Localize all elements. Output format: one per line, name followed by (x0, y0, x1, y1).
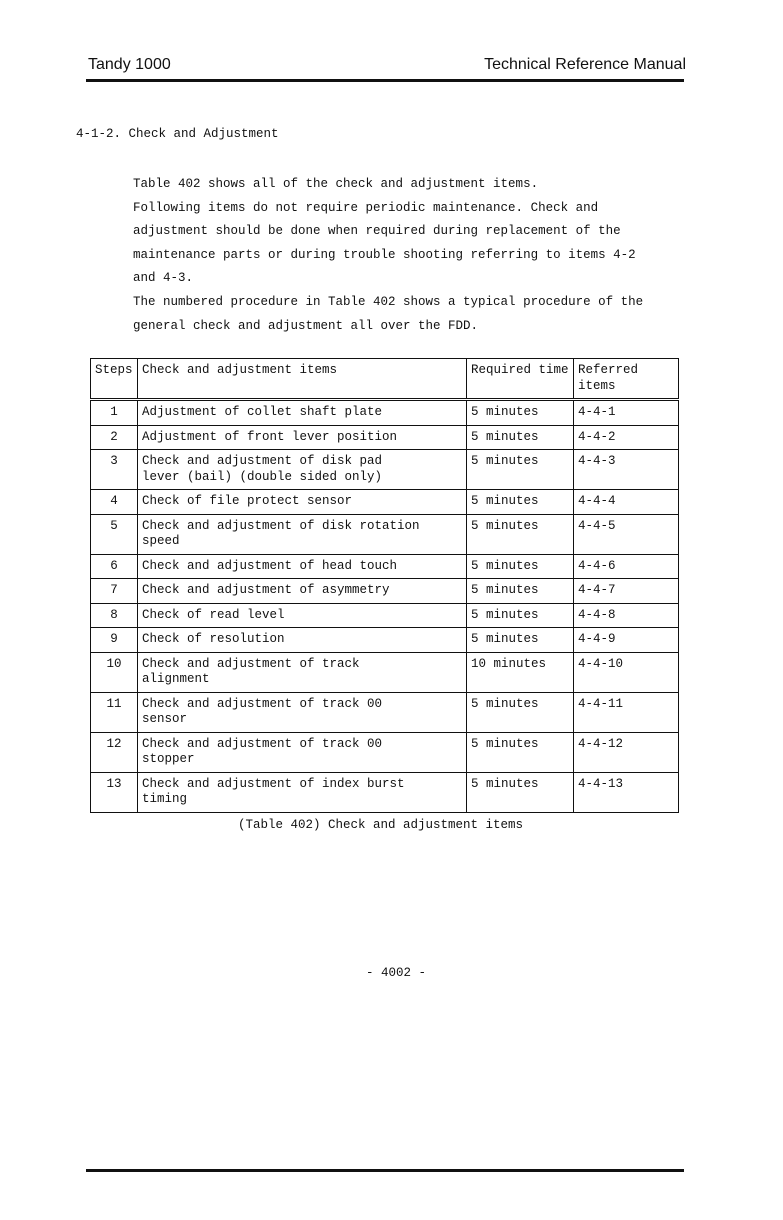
required-time: 5 minutes (467, 692, 574, 732)
intro-paragraph (133, 173, 678, 338)
referred-item: 4-4-3 (574, 450, 679, 490)
required-time: 5 minutes (467, 554, 574, 579)
item-line: Check of file protect sensor (142, 494, 353, 508)
check-adjustment-table (90, 358, 679, 813)
paragraph-line: adjustment should be done when required during replacement of the (133, 224, 621, 239)
table-row (91, 400, 679, 426)
item-description (138, 772, 467, 812)
paragraph-line: maintenance parts or during trouble shooting referring to items 4-2 (133, 247, 636, 262)
item-description (138, 579, 467, 604)
table-row (91, 692, 679, 732)
item-line: alignment (142, 672, 210, 686)
table-row (91, 628, 679, 653)
item-line: Adjustment of front lever position (142, 429, 398, 444)
paragraph-line: The numbered procedure in Table 402 shows a typical procedure of the (133, 294, 644, 309)
referred-item: 4-4-7 (574, 579, 679, 604)
item-line: Check and adjustment of track 00 (142, 736, 383, 751)
item-description (138, 692, 467, 732)
item-description (138, 490, 467, 515)
referred-item: 4-4-2 (574, 425, 679, 450)
table-row (91, 603, 679, 628)
referred-item: 4-4-10 (574, 652, 679, 692)
table-row (91, 652, 679, 692)
item-line: Check and adjustment of disk rotation (142, 518, 420, 533)
page-number: - 4002 - (366, 966, 427, 980)
item-description (138, 425, 467, 450)
item-line: Adjustment of collet shaft plate (142, 405, 383, 419)
column-header-items: Check and adjustment items (138, 359, 467, 400)
table-row (91, 514, 679, 554)
header-title-left: Tandy 1000 (88, 56, 171, 73)
required-time: 5 minutes (467, 732, 574, 772)
item-line: Check of resolution (142, 632, 285, 646)
column-header-steps: Steps (91, 359, 138, 400)
step-number: 11 (91, 692, 138, 732)
table-row (91, 554, 679, 579)
table-row (91, 579, 679, 604)
step-number: 7 (91, 579, 138, 604)
item-line: Check and adjustment of track (142, 656, 360, 671)
header-rule (86, 79, 684, 82)
referred-item: 4-4-1 (574, 400, 679, 426)
item-description (138, 628, 467, 653)
step-number: 2 (91, 425, 138, 450)
step-number: 13 (91, 772, 138, 812)
paragraph-line: Table 402 shows all of the check and adjustment items. (133, 177, 539, 191)
table-row (91, 772, 679, 812)
required-time: 5 minutes (467, 772, 574, 812)
step-number: 6 (91, 554, 138, 579)
table-header-row (91, 359, 679, 400)
item-line: timing (142, 792, 188, 806)
referred-item: 4-4-9 (574, 628, 679, 653)
referred-item: 4-4-5 (574, 514, 679, 554)
referred-item: 4-4-6 (574, 554, 679, 579)
item-line: Check of read level (142, 607, 285, 622)
item-description (138, 603, 467, 628)
step-number: 4 (91, 490, 138, 515)
item-line: sensor (142, 712, 188, 726)
required-time: 5 minutes (467, 514, 574, 554)
item-description (138, 400, 467, 426)
step-number: 9 (91, 628, 138, 653)
step-number: 1 (91, 400, 138, 426)
item-line: lever (bail) (double sided only) (142, 469, 383, 484)
column-header-time: Required time (467, 359, 574, 400)
referred-item: 4-4-13 (574, 772, 679, 812)
item-line: Check and adjustment of track 00 (142, 696, 383, 711)
item-line: Check and adjustment of disk pad (142, 454, 383, 468)
required-time: 10 minutes (467, 652, 574, 692)
item-description (138, 554, 467, 579)
item-line: Check and adjustment of head touch (142, 558, 398, 573)
required-time: 5 minutes (467, 450, 574, 490)
required-time: 5 minutes (467, 603, 574, 628)
step-number: 10 (91, 652, 138, 692)
table-body (91, 400, 679, 813)
item-description (138, 732, 467, 772)
table-row (91, 490, 679, 515)
step-number: 12 (91, 732, 138, 772)
required-time: 5 minutes (467, 628, 574, 653)
paragraph-line: Following items do not require periodic maintenance. Check and (133, 200, 599, 215)
referred-item: 4-4-4 (574, 490, 679, 515)
item-description (138, 652, 467, 692)
column-header-referred: Referred items (574, 359, 679, 400)
item-description (138, 450, 467, 490)
item-line: Check and adjustment of index burst (142, 776, 405, 791)
step-number: 5 (91, 514, 138, 554)
required-time: 5 minutes (467, 579, 574, 604)
item-line: Check and adjustment of asymmetry (142, 583, 390, 597)
paragraph-line: general check and adjustment all over the FDD. (133, 318, 479, 333)
table-row (91, 450, 679, 490)
header-title-right: Technical Reference Manual (484, 56, 686, 73)
footer-rule (86, 1169, 684, 1172)
item-line: stopper (142, 752, 195, 766)
table-row (91, 732, 679, 772)
required-time: 5 minutes (467, 425, 574, 450)
referred-item: 4-4-11 (574, 692, 679, 732)
table-row (91, 425, 679, 450)
referred-item: 4-4-12 (574, 732, 679, 772)
step-number: 8 (91, 603, 138, 628)
referred-item: 4-4-8 (574, 603, 679, 628)
paragraph-line: and 4-3. (133, 271, 194, 286)
table-caption: (Table 402) Check and adjustment items (238, 818, 524, 832)
item-description (138, 514, 467, 554)
required-time: 5 minutes (467, 490, 574, 515)
item-line: speed (142, 534, 180, 548)
section-title: 4-1-2. Check and Adjustment (76, 127, 279, 141)
step-number: 3 (91, 450, 138, 490)
required-time: 5 minutes (467, 400, 574, 426)
